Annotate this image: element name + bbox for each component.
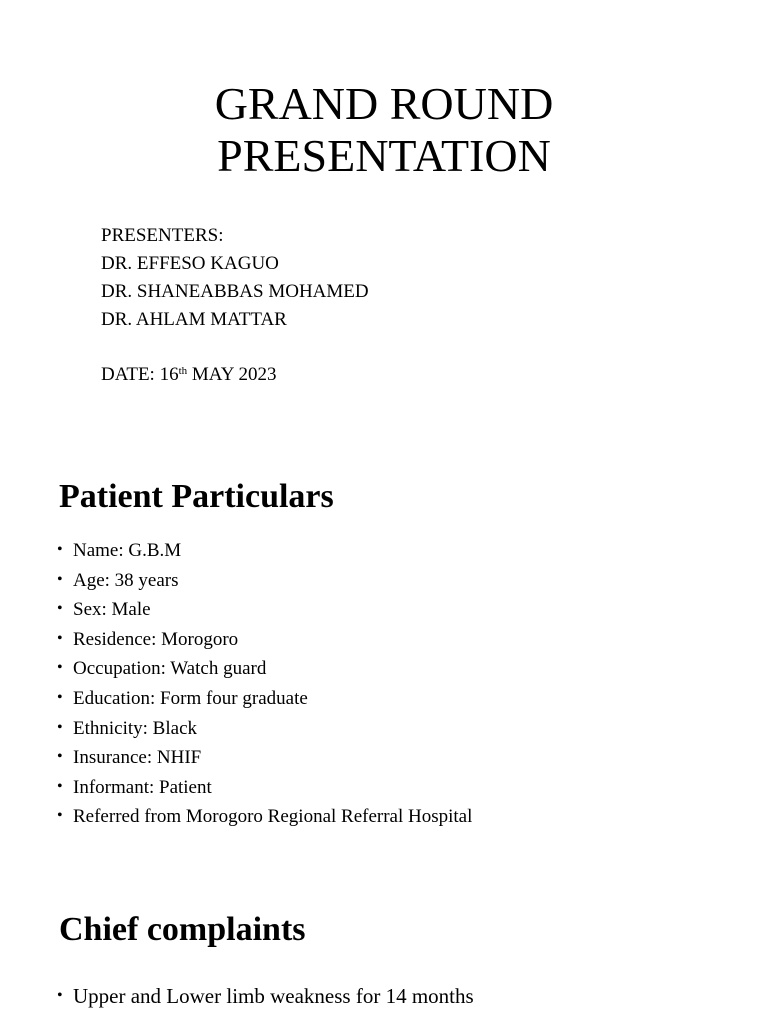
date-rest: MAY 2023 (187, 364, 277, 385)
list-item: • Occupation: Watch guard (57, 654, 472, 684)
list-item: • Informant: Patient (57, 773, 472, 803)
list-item: • Sex: Male (57, 595, 472, 625)
list-item: • Insurance: NHIF (57, 743, 472, 773)
list-item: • Residence: Morogoro (57, 625, 472, 655)
presentation-date (101, 361, 369, 389)
chief-complaints-list (57, 981, 474, 1012)
presenter-name: DR. EFFESO KAGUO (101, 253, 279, 274)
list-item: • Age: 38 years (57, 566, 472, 596)
presenters-heading: PRESENTERS: (101, 225, 224, 246)
presenter-name: DR. AHLAM MATTAR (101, 309, 287, 330)
title-line-2: PRESENTATION (217, 130, 551, 181)
chief-complaints-heading: Chief complaints (59, 911, 306, 948)
list-item: • Upper and Lower limb weakness for 14 months (57, 981, 474, 1012)
title-line-1: GRAND ROUND (214, 78, 554, 129)
patient-particulars-list (57, 536, 472, 832)
list-item: • Referred from Morogoro Regional Referral Hospital (57, 802, 472, 832)
presenter-name: DR. SHANEABBAS MOHAMED (101, 281, 369, 302)
date-ordinal-suffix: th (178, 365, 188, 377)
list-item: • Education: Form four graduate (57, 684, 472, 714)
list-item: • Ethnicity: Black (57, 714, 472, 744)
patient-particulars-heading: Patient Particulars (59, 478, 334, 515)
date-label: DATE: 16 (101, 364, 179, 385)
list-item: • Name: G.B.M (57, 536, 472, 566)
page-title (0, 78, 768, 182)
spacer (101, 334, 369, 361)
presenters-block (101, 222, 369, 389)
